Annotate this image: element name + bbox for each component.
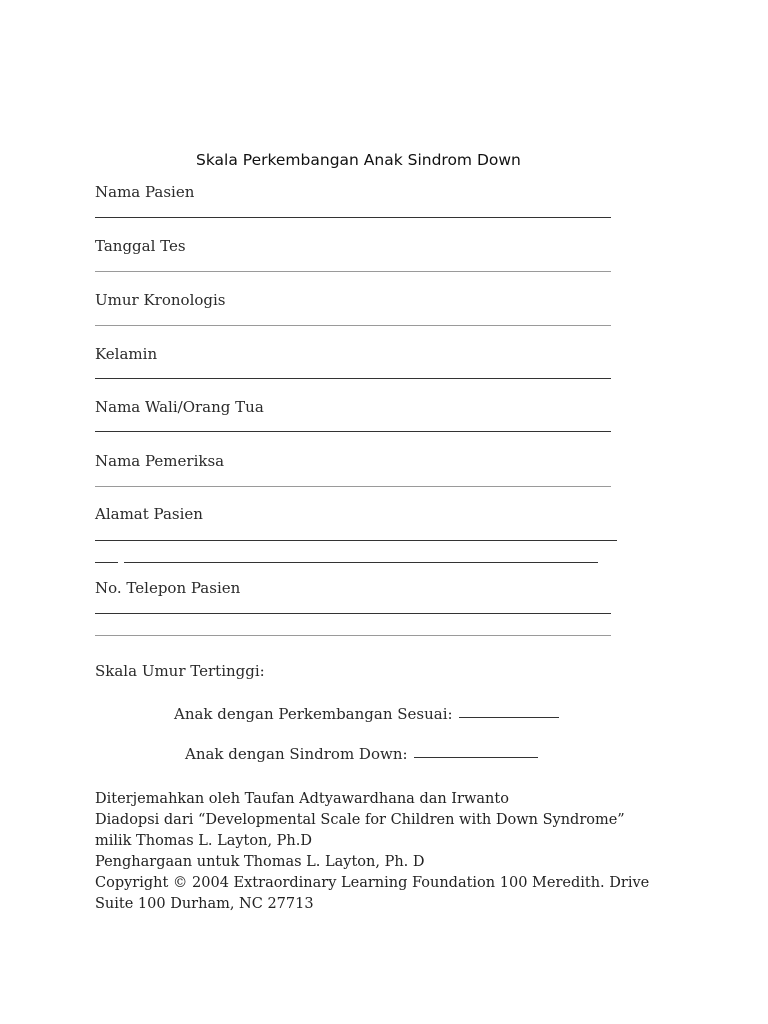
input-line-nama-wali[interactable] [95, 431, 611, 432]
page-title: Skala Perkembangan Anak Sindrom Down [196, 151, 521, 169]
credit-acknowledgement: Penghargaan untuk Thomas L. Layton, Ph. D [95, 854, 425, 870]
credit-adapted-from: Diadopsi dari “Developmental Scale for Children with Down Syndrome” [95, 812, 625, 828]
input-line-alamat-pasien-2b[interactable] [124, 562, 598, 563]
age-scale-heading: Skala Umur Tertinggi: [95, 662, 265, 680]
age-input-typical[interactable] [459, 716, 559, 718]
age-input-down-syndrome[interactable] [414, 756, 538, 758]
input-line-nama-pasien[interactable] [95, 217, 611, 218]
input-line-alamat-pasien-2a[interactable] [95, 562, 118, 563]
credit-owner: milik Thomas L. Layton, Ph.D [95, 833, 312, 849]
credits-block [95, 789, 655, 915]
field-label-kelamin: Kelamin [95, 345, 158, 363]
field-label-umur-kronologis: Umur Kronologis [95, 291, 226, 309]
field-label-telepon-pasien: No. Telepon Pasien [95, 579, 241, 597]
input-line-alamat-pasien-1[interactable] [95, 540, 617, 541]
input-line-tanggal-tes[interactable] [95, 271, 611, 272]
input-line-telepon-pasien-1[interactable] [95, 613, 611, 614]
input-line-nama-pemeriksa[interactable] [95, 486, 611, 487]
credit-copyright-1: Copyright © 2004 Extraordinary Learning Foundation 100 Meredith. Drive [95, 875, 650, 891]
field-label-nama-wali: Nama Wali/Orang Tua [95, 398, 264, 416]
field-label-nama-pasien: Nama Pasien [95, 183, 195, 201]
field-label-tanggal-tes: Tanggal Tes [95, 237, 186, 255]
credit-copyright-2: Suite 100 Durham, NC 27713 [95, 896, 314, 912]
input-line-umur-kronologis[interactable] [95, 325, 611, 326]
credit-translated-by: Diterjemahkan oleh Taufan Adtyawardhana dan Irwanto [95, 791, 509, 807]
field-label-nama-pemeriksa: Nama Pemeriksa [95, 452, 225, 470]
age-row-typical [174, 705, 559, 723]
age-label-typical: Anak dengan Perkembangan Sesuai: [174, 705, 453, 723]
age-label-down-syndrome: Anak dengan Sindrom Down: [185, 745, 408, 763]
field-label-alamat-pasien: Alamat Pasien [95, 505, 203, 523]
input-line-telepon-pasien-2[interactable] [95, 635, 611, 636]
input-line-kelamin[interactable] [95, 378, 611, 379]
age-row-down-syndrome [185, 745, 538, 763]
